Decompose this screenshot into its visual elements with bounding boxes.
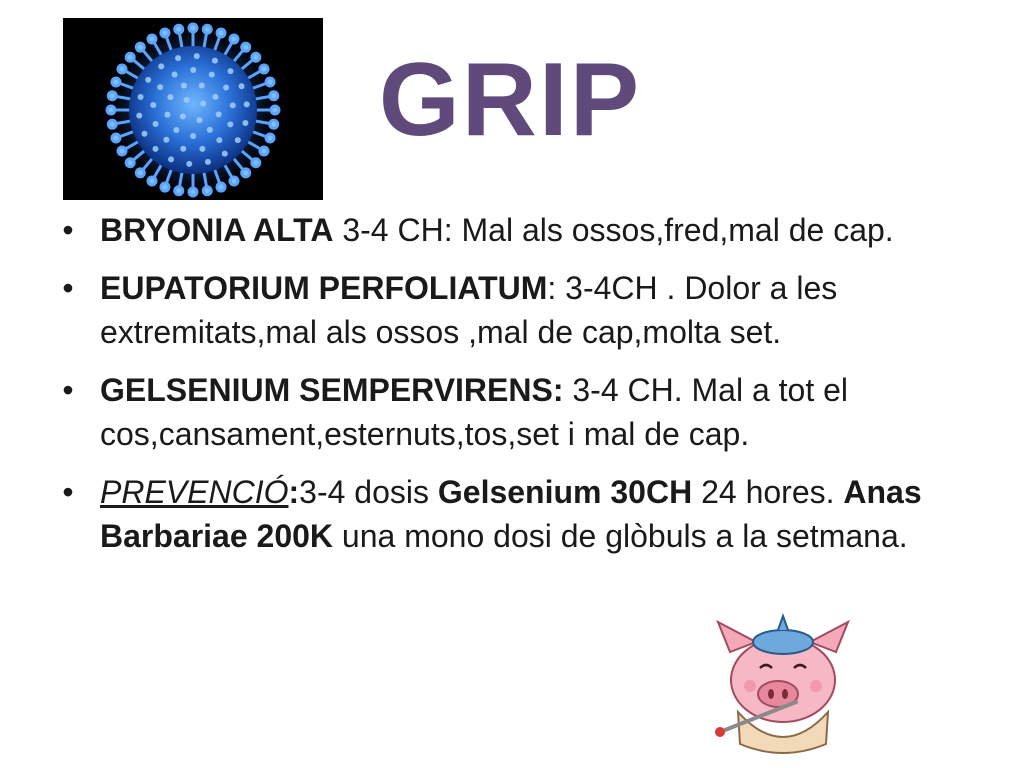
remedy-description: 3-4 CH: Mal als ossos,fred,mal de cap.: [333, 212, 894, 248]
bullet-dot-icon: •: [62, 212, 74, 248]
virus-spike-tip: [189, 188, 197, 196]
remedy-description: : 3-4CH . Dolor a les extremitats,mal als ossos ,mal de cap,molta set.: [100, 270, 838, 350]
virus-spike-tip: [148, 177, 156, 185]
virus-spike-tip: [270, 92, 278, 100]
virus-spike-tip: [260, 147, 268, 155]
bullet-dot-icon: •: [62, 270, 74, 306]
virus-surface-dot: [207, 127, 213, 133]
virus-spike-tip: [203, 25, 211, 33]
prevention-text: 24 hores.: [692, 474, 844, 510]
virus-surface-dot: [145, 77, 151, 83]
virus-surface-dot: [216, 111, 222, 117]
virus-spike-tip: [175, 187, 183, 195]
virus-surface-dot: [164, 112, 170, 118]
virus-surface-dot: [212, 58, 218, 64]
virus-spike-tip: [136, 43, 144, 51]
virus-surface-dot: [223, 84, 229, 90]
virus-surface-dot: [157, 84, 163, 90]
virus-surface-dot: [163, 137, 169, 143]
virus-surface-dot: [242, 120, 248, 126]
list-item: [58, 266, 963, 354]
virus-surface-dot: [153, 146, 159, 152]
virus-surface-dot: [136, 113, 142, 119]
virus-surface-dot: [172, 71, 178, 77]
virus-spike-tip: [242, 169, 250, 177]
virus-surface-dot: [150, 102, 156, 108]
virus-surface-dot: [227, 68, 233, 74]
virus-surface-dot: [200, 101, 206, 107]
virus-surface-dot: [230, 102, 236, 108]
virus-surface-dot: [216, 137, 222, 143]
list-item: [58, 470, 963, 558]
virus-spike-tip: [266, 78, 274, 86]
virus-spike-tip: [108, 92, 116, 100]
virus-spike-tip: [217, 29, 225, 37]
virus-surface-dot: [184, 97, 190, 103]
list-item: [58, 208, 963, 252]
virus-spike-tip: [148, 35, 156, 43]
virus-surface-dot: [138, 94, 144, 100]
virus-surface-dot: [205, 159, 211, 165]
virus-surface-dot: [209, 72, 215, 78]
virus-spike-tip: [252, 53, 260, 61]
virus-surface-dot: [168, 156, 174, 162]
virus-surface-dot: [167, 94, 173, 100]
virus-surface-dot: [190, 133, 196, 139]
virus-spike-tip: [230, 177, 238, 185]
virus-spike-tip: [136, 169, 144, 177]
virus-surface-dot: [212, 94, 218, 100]
remedy-name: GELSENIUM SEMPERVIRENS:: [100, 372, 564, 408]
virus-surface-dot: [173, 127, 179, 133]
virus-spike-tip: [271, 106, 279, 114]
virus-spike-tip: [189, 24, 197, 32]
virus-spike-tip: [266, 134, 274, 142]
virus-surface-dot: [199, 146, 205, 152]
virus-surface-dot: [153, 121, 159, 127]
virus-surface-dot: [239, 83, 245, 89]
slide-title: GRIP: [378, 42, 642, 158]
remedy-description: 3-4 CH. Mal a tot el cos,cansament,esternuts,tos,set i mal de cap.: [100, 372, 849, 452]
virus-surface-dot: [186, 161, 192, 167]
bullet-dot-icon: •: [62, 372, 74, 408]
virus-spike-tip: [161, 183, 169, 191]
virus-spike-tip: [175, 25, 183, 33]
virus-spike-tip: [112, 134, 120, 142]
remedy-name: BRYONIA ALTA: [100, 212, 334, 248]
virus-image: [63, 18, 323, 200]
virus-surface-dot: [181, 83, 187, 89]
list-item: [58, 368, 963, 456]
virus-surface-dot: [190, 67, 196, 73]
virus-spike-tip: [252, 159, 260, 167]
virus-surface-dot: [227, 121, 233, 127]
virus-surface-dot: [235, 137, 241, 143]
prevention-remedy: Anas Barbariae 200K: [100, 474, 922, 554]
virus-surface-dot: [196, 117, 202, 123]
virus-illustration-icon: [63, 18, 323, 200]
bullet-dot-icon: •: [62, 474, 74, 510]
virus-spike-tip: [107, 106, 115, 114]
virus-surface-dot: [141, 131, 147, 137]
virus-spike-tip: [203, 187, 211, 195]
prevention-label: PREVENCIÓ: [100, 474, 289, 510]
virus-spike-tip: [270, 120, 278, 128]
virus-spike-tip: [230, 35, 238, 43]
virus-spike-tip: [112, 78, 120, 86]
prevention-text: 3-4 dosis: [299, 474, 438, 510]
prevention-remedy: Gelsenium 30CH: [437, 474, 693, 510]
virus-spike-tip: [126, 53, 134, 61]
virus-surface-dot: [199, 83, 205, 89]
virus-spike-tip: [118, 65, 126, 73]
virus-surface-dot: [194, 53, 200, 59]
virus-spike-tip: [126, 159, 134, 167]
prevention-text: una mono dosi de glòbuls a la setmana.: [333, 518, 908, 554]
virus-spike-tip: [217, 183, 225, 191]
virus-spike-tip: [118, 147, 126, 155]
remedy-name: EUPATORIUM PERFOLIATUM: [100, 270, 548, 306]
virus-spike-tip: [242, 43, 250, 51]
virus-surface-dot: [244, 101, 250, 107]
sick-pig-icon: [708, 612, 858, 762]
virus-surface-dot: [180, 146, 186, 152]
virus-surface-dot: [175, 55, 181, 61]
virus-surface-dot: [222, 151, 228, 157]
virus-surface-dot: [158, 63, 164, 69]
pig-image: [708, 612, 858, 762]
bullet-list: [58, 208, 963, 572]
virus-surface-dot: [180, 113, 186, 119]
virus-spike-tip: [260, 65, 268, 73]
prevention-colon: :: [288, 474, 300, 510]
virus-spike-tip: [108, 120, 116, 128]
virus-spike-tip: [161, 29, 169, 37]
